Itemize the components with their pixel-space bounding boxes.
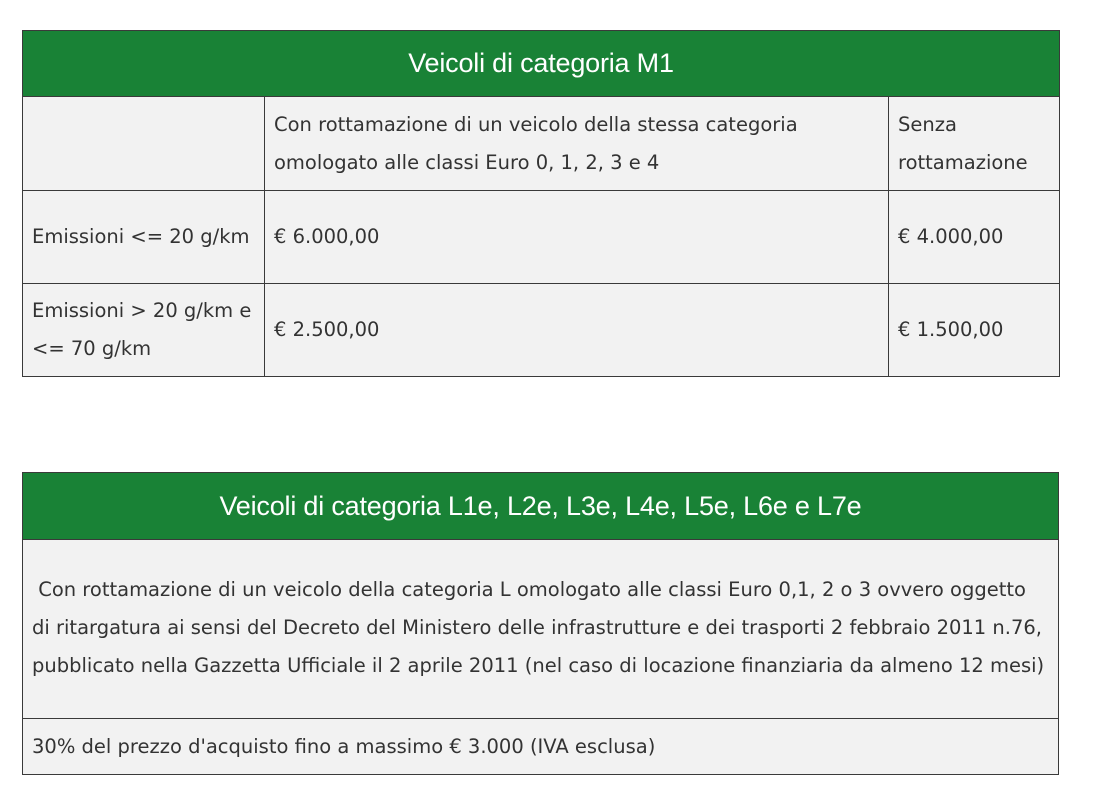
value-cell-with-scrappage: € 6.000,00 <box>265 191 889 284</box>
table-row <box>23 191 1060 284</box>
table-title-row <box>23 473 1059 540</box>
value-cell-with-scrappage: € 2.500,00 <box>265 284 889 377</box>
condition-cell: Con rottamazione di un veicolo della categoria L omologato alle classi Euro 0,1, 2 o 3 ovvero oggetto di ritargatura ai sensi del Decreto del Ministero delle infrastrutture e dei trasporti 2 febbraio 2011 n.76, pubblicato nella Gazzetta Ufficiale il 2 aprile 2011 (nel caso di locazione finanziaria da almeno 12 mesi) <box>23 540 1059 719</box>
header-cell-with-scrappage: Con rottamazione di un veicolo della stessa categoria omologato alle classi Euro 0, 1, 2, 3 e 4 <box>265 97 889 191</box>
header-cell-empty <box>23 97 265 191</box>
table-header-row <box>23 97 1060 191</box>
table-title-row <box>23 31 1060 97</box>
table-row <box>23 284 1060 377</box>
table-row <box>23 540 1059 719</box>
value-cell-without-scrappage: € 1.500,00 <box>889 284 1060 377</box>
emission-label-cell: Emissioni <= 20 g/km <box>23 191 265 284</box>
header-cell-without-scrappage: Senza rottamazione <box>889 97 1060 191</box>
incentive-table-l <box>22 472 1059 775</box>
emission-label-cell: Emissioni > 20 g/km e <= 70 g/km <box>23 284 265 377</box>
table-row <box>23 719 1059 775</box>
value-cell-without-scrappage: € 4.000,00 <box>889 191 1060 284</box>
incentive-table-m1 <box>22 30 1060 377</box>
table-title: Veicoli di categoria M1 <box>23 31 1060 97</box>
incentive-cell: 30% del prezzo d'acquisto fino a massimo € 3.000 (IVA esclusa) <box>23 719 1059 775</box>
table-title: Veicoli di categoria L1e, L2e, L3e, L4e, L5e, L6e e L7e <box>23 473 1059 540</box>
